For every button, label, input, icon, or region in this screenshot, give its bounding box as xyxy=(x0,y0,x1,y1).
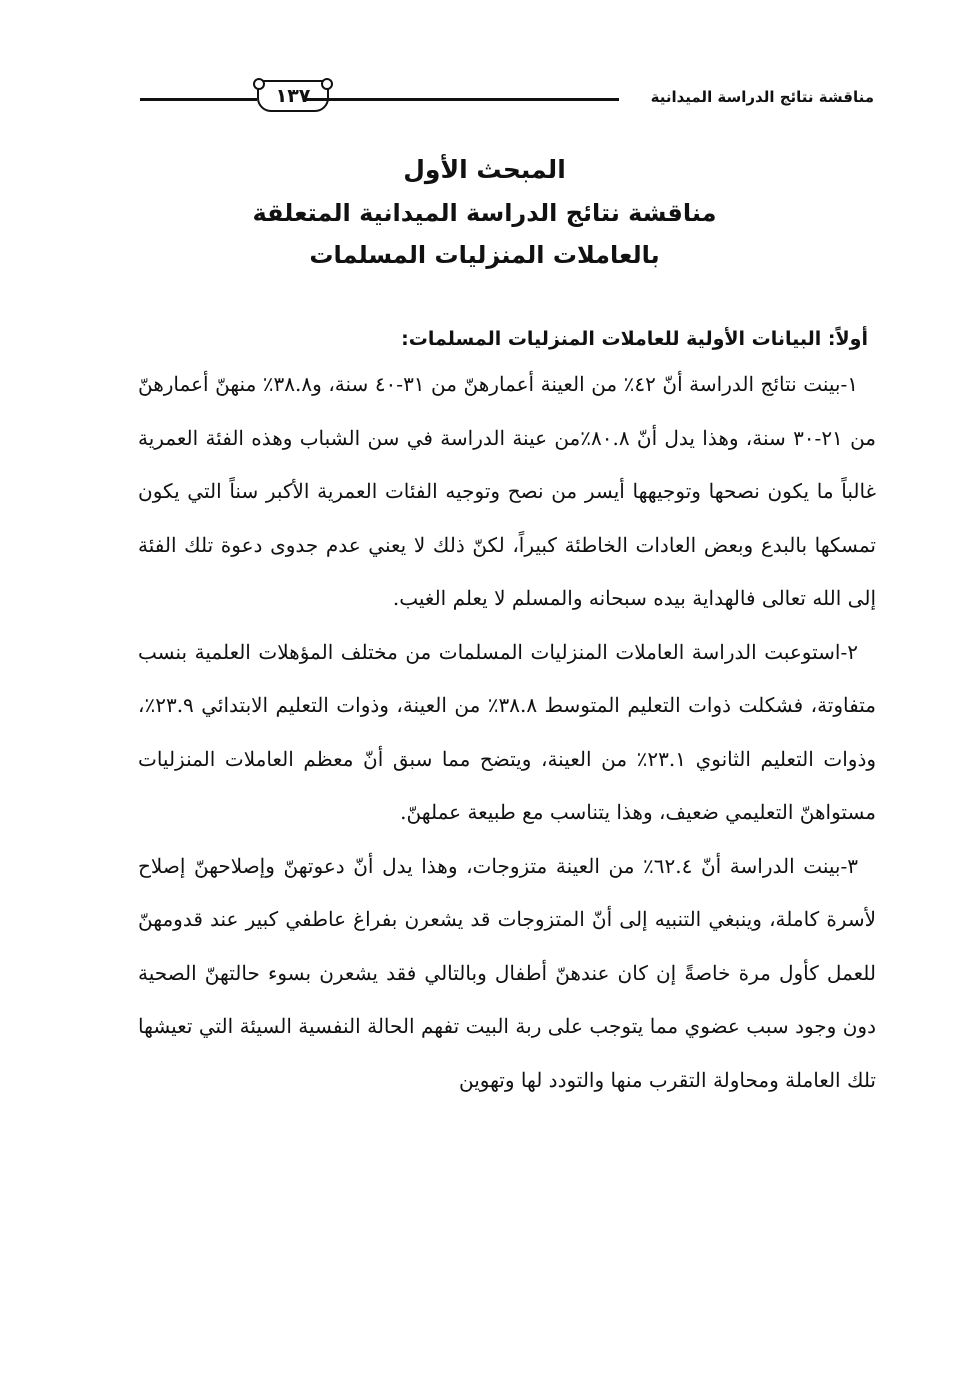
subheading: أولاً: البيانات الأولية للعاملات المنزليات المسلمات: xyxy=(401,328,868,350)
running-title: مناقشة نتائج الدراسة الميدانية xyxy=(650,88,874,106)
paragraph-2: ٢-استوعبت الدراسة العاملات المنزليات المسلمات من مختلف المؤهلات العلمية بنسب متفاوتة، فشكلت ذوات التعليم المتوسط ٣٨.٨٪ من العينة، وذوات التعليم الابتدائي ٢٣.٩٪، وذوات التعليم الثانوي ٢٣.١٪ من العينة، ويتضح مما سبق أنّ معظم العاملات المنزليات مستواهنّ التعليمي ضعيف، وهذا يتناسب مع طبيعة عملهنّ. xyxy=(138,639,877,824)
page-number xyxy=(257,80,329,112)
header-rule xyxy=(304,98,619,101)
body-text xyxy=(138,320,876,1107)
section-title: المبحث الأول xyxy=(403,155,566,184)
chapter-headings xyxy=(180,148,789,276)
paragraph-1: ١-بينت نتائج الدراسة أنّ ٤٢٪ من العينة أعمارهنّ من ٣١-٤٠ سنة، و٣٨.٨٪ منهنّ أعمارهنّ من ٢١-٣٠ سنة، وهذا يدل أنّ ٨٠.٨٪من عينة الدراسة في سن الشباب وهذه الفئة العمرية غالباً ما يكون نصحها وتوجيهها أيسر من نصح وتوجيه الفئات العمرية الأكبر سناً التي يكون تمسكها بالبدع وبعض العادات الخاطئة كبيراً، لكنّ ذلك لا يعني عدم جدوى دعوة تلك الفئة إلى الله تعالى فالهداية بيده سبحانه والمسلم لا يعلم الغيب. xyxy=(138,372,877,610)
header-rule xyxy=(140,98,257,101)
page-number-text: ١٣٧ xyxy=(275,85,311,107)
section-subtitle-line-2: بالعاملات المنزليات المسلمات xyxy=(309,241,660,269)
running-header xyxy=(140,78,874,118)
section-subtitle-line-1: مناقشة نتائج الدراسة الميدانية المتعلقة xyxy=(252,199,717,227)
paragraph-3: ٣-بينت الدراسة أنّ ٦٢.٤٪ من العينة متزوجات، وهذا يدل أنّ دعوتهنّ وإصلاحهنّ إصلاح لأسرة كاملة، وينبغي التنبيه إلى أنّ المتزوجات قد يشعرن بفراغ عاطفي كبير عند قدومهنّ للعمل كأول مرة خاصةً إن كان عندهنّ أطفال وبالتالي فقد يشعرن بسوء حالتهنّ الصحية دون وجود سبب عضوي مما يتوجب على ربة البيت تفهم الحالة النفسية السيئة التي تعيشها تلك العاملة ومحاولة التقرب منها والتودد لها وتهوين xyxy=(138,853,876,1092)
